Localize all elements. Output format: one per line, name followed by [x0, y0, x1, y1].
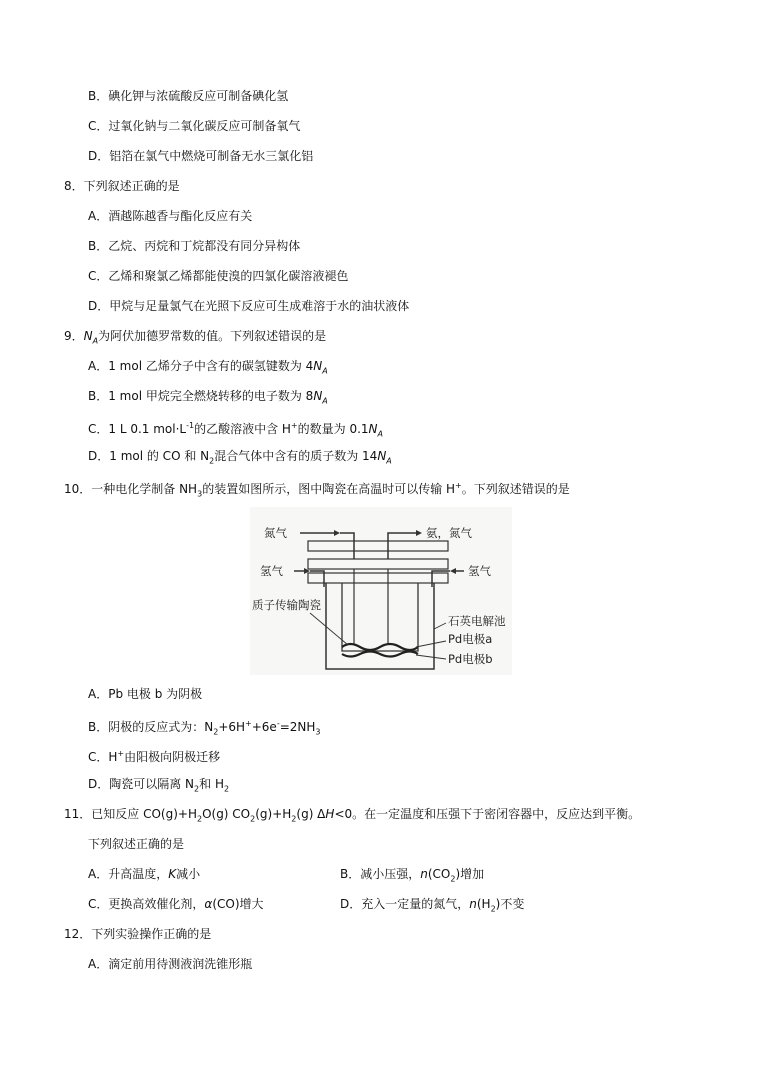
- electrolysis-apparatus-diagram: [250, 507, 512, 675]
- label-pd-electrode-b: Pd电极b: [448, 652, 493, 666]
- label-ammonia-nitrogen: 氨，氮气: [426, 526, 472, 540]
- label-hydrogen-left: 氢气: [260, 564, 283, 578]
- q12-stem: 12．下列实验操作正确的是: [64, 927, 212, 941]
- q7-option-b: B．碘化钾与浓硫酸反应可制备碘化氢: [88, 89, 289, 103]
- q11-option-b: B．减小压强，$n(CO_2)$增加: [340, 867, 485, 884]
- figure-background: [250, 507, 512, 675]
- q11-option-a: A．升高温度，K减小: [88, 867, 201, 881]
- q11-option-d: D．充入一定量的氮气，$n(H_2)$不变: [340, 897, 525, 914]
- q8-option-d: D．甲烷与足量氯气在光照下反应可生成难溶于水的油状液体: [88, 299, 410, 313]
- q11-stem-line2: 下列叙述正确的是: [88, 837, 185, 851]
- q9-stem: 9．$N_A$为阿伏加德罗常数的值。下列叙述错误的是: [64, 329, 327, 346]
- q9-option-d: D．1 mol 的 CO 和 $N_2$混合气体中含有的质子数为 $14N_A$: [88, 449, 392, 466]
- q8-option-b: B．乙烷、丙烷和丁烷都没有同分异构体: [88, 239, 301, 253]
- q9-option-a: A．1 mol 乙烯分子中含有的碳氢键数为 $4N_A$: [88, 359, 328, 376]
- q12-option-a: A．滴定前用待测液润洗锥形瓶: [88, 957, 253, 971]
- q7-option-d: D．铝箔在氯气中燃烧可制备无水三氯化铝: [88, 149, 314, 163]
- q10-option-a: A．Pb 电极 b 为阴极: [88, 687, 203, 701]
- q11-option-c: C．更换高效催化剂，α(CO)增大: [88, 897, 264, 911]
- label-pd-electrode-a: Pd电极a: [448, 632, 493, 646]
- label-proton-ceramic: 质子传输陶瓷: [252, 598, 321, 612]
- q10-option-d: D．陶瓷可以隔离 $N_2$和 $H_2$: [88, 777, 230, 794]
- label-quartz-cell: 石英电解池: [448, 614, 506, 628]
- q10-option-b: B．阴极的反应式为：$N_2+6H^++6e^-=2NH_3$: [88, 719, 321, 737]
- q9-option-b: B．1 mol 甲烷完全燃烧转移的电子数为 $8N_A$: [88, 389, 328, 406]
- q7-option-c: C．过氧化钠与二氧化碳反应可制备氧气: [88, 119, 301, 133]
- label-hydrogen-right: 氢气: [468, 564, 491, 578]
- q8-option-c: C．乙烯和聚氯乙烯都能使溴的四氯化碳溶液褪色: [88, 269, 349, 283]
- q9-option-c: C．1 L 0.1 $mol\cdot L^{-1}$的乙酸溶液中含 H+的数量为 $0.1N_A$: [88, 421, 383, 439]
- q8-stem: 8．下列叙述正确的是: [64, 179, 180, 193]
- q10-option-c: C．H+由阳极向阴极迁移: [88, 749, 221, 764]
- label-nitrogen: 氮气: [264, 526, 287, 540]
- q10-stem: 10．一种电化学制备 $NH_3$的装置如图所示，图中陶瓷在高温时可以传输 H+。下列叙述错误的是: [64, 481, 570, 499]
- q8-option-a: A．酒越陈越香与酯化反应有关: [88, 209, 253, 223]
- q11-stem: 11．已知反应 $CO(g)+H_2O(g)$ $CO_2(g)+H_2(g)$ ΔH<0。在一定温度和压强下于密闭容器中，反应达到平衡。: [64, 807, 641, 824]
